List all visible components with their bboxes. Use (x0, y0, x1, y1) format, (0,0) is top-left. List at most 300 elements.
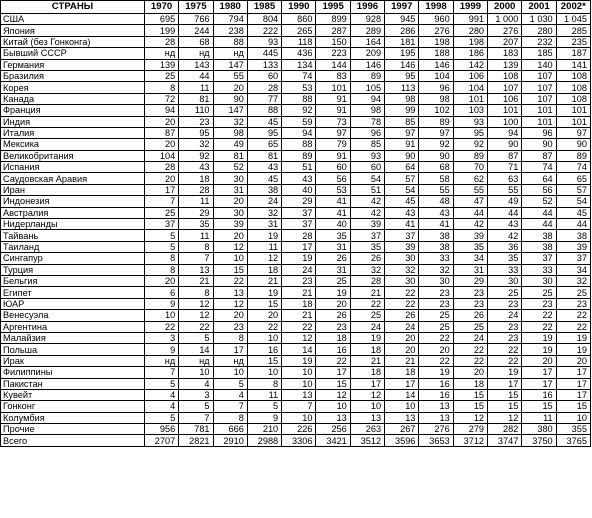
value-cell: 140 (522, 59, 556, 70)
value-cell: 24 (282, 264, 316, 275)
value-cell: 44 (488, 207, 522, 218)
value-cell: 199 (144, 25, 178, 36)
value-cell: 106 (488, 93, 522, 104)
table-row (1, 389, 591, 400)
value-cell: 52 (213, 162, 247, 173)
value-cell: 45 (247, 173, 281, 184)
value-cell: 68 (179, 36, 213, 47)
value-cell: 12 (213, 298, 247, 309)
country-cell: Сингапур (1, 253, 145, 264)
value-cell: 43 (488, 219, 522, 230)
value-cell: 445 (247, 48, 281, 59)
value-cell: 695 (144, 14, 178, 25)
value-cell: 33 (488, 264, 522, 275)
value-cell: 21 (350, 355, 384, 366)
value-cell: 17 (282, 241, 316, 252)
value-cell: 7 (144, 367, 178, 378)
value-cell: 8 (144, 264, 178, 275)
value-cell: 43 (247, 162, 281, 173)
value-cell: 28 (144, 162, 178, 173)
value-cell: 51 (282, 162, 316, 173)
value-cell: 60 (350, 162, 384, 173)
value-cell: 287 (316, 25, 350, 36)
value-cell: 3712 (453, 435, 487, 446)
value-cell: 104 (419, 70, 453, 81)
value-cell: 10 (282, 378, 316, 389)
value-cell: 22 (556, 310, 590, 321)
value-cell: 150 (316, 36, 350, 47)
value-cell: 3765 (556, 435, 590, 446)
value-cell: 18 (385, 367, 419, 378)
value-cell: 30 (385, 275, 419, 286)
country-cell: Таиланд (1, 241, 145, 252)
value-cell: 70 (453, 162, 487, 173)
value-cell: 113 (385, 82, 419, 93)
value-cell: 37 (282, 207, 316, 218)
value-cell: 956 (144, 424, 178, 435)
table-row (1, 25, 591, 36)
value-cell: 8 (144, 82, 178, 93)
value-cell: 19 (488, 367, 522, 378)
value-cell: 279 (453, 424, 487, 435)
table-row (1, 127, 591, 138)
value-cell: 74 (522, 162, 556, 173)
table-row (1, 36, 591, 47)
value-cell: 92 (419, 139, 453, 150)
value-cell: 22 (385, 287, 419, 298)
value-cell: 2910 (213, 435, 247, 446)
value-cell: 62 (453, 173, 487, 184)
value-cell: 92 (179, 150, 213, 161)
value-cell: 43 (282, 173, 316, 184)
value-cell: 21 (350, 287, 384, 298)
value-cell: 25 (419, 321, 453, 332)
value-cell: 10 (282, 367, 316, 378)
value-cell: 45 (385, 196, 419, 207)
table-row (1, 264, 591, 275)
value-cell: 43 (419, 207, 453, 218)
value-cell: 106 (453, 70, 487, 81)
value-cell: 17 (213, 344, 247, 355)
table-row (1, 196, 591, 207)
value-cell: 15 (453, 389, 487, 400)
value-cell: 20 (385, 344, 419, 355)
value-cell: 10 (316, 401, 350, 412)
value-cell: 147 (213, 59, 247, 70)
value-cell: 94 (488, 127, 522, 138)
value-cell: 9 (144, 298, 178, 309)
value-cell: 244 (179, 25, 213, 36)
value-cell: 95 (179, 127, 213, 138)
value-cell: 17 (522, 378, 556, 389)
header-cell-year: 1997 (385, 1, 419, 14)
value-cell: 25 (350, 310, 384, 321)
value-cell: 31 (453, 264, 487, 275)
value-cell: 22 (419, 332, 453, 343)
table-row (1, 367, 591, 378)
table-row (1, 424, 591, 435)
header-cell-year: 2001 (522, 1, 556, 14)
value-cell: 30 (488, 275, 522, 286)
value-cell: 12 (453, 412, 487, 423)
value-cell: 38 (419, 241, 453, 252)
value-cell: 3421 (316, 435, 350, 446)
value-cell: 90 (385, 150, 419, 161)
country-cell: Нидерланды (1, 219, 145, 230)
value-cell: 90 (213, 93, 247, 104)
value-cell: 10 (282, 412, 316, 423)
value-cell: 133 (247, 59, 281, 70)
value-cell: 88 (282, 93, 316, 104)
value-cell: 36 (488, 241, 522, 252)
value-cell: 11 (179, 230, 213, 241)
value-cell: 276 (419, 424, 453, 435)
value-cell: 8 (144, 253, 178, 264)
value-cell: 77 (247, 93, 281, 104)
value-cell: 5 (179, 332, 213, 343)
value-cell: 19 (556, 344, 590, 355)
value-cell: 95 (453, 127, 487, 138)
value-cell: 23 (282, 275, 316, 286)
value-cell: 98 (385, 93, 419, 104)
value-cell: 96 (350, 127, 384, 138)
country-cell: Бывший СССР (1, 48, 145, 59)
value-cell: 5 (144, 412, 178, 423)
value-cell: 7 (213, 401, 247, 412)
value-cell: 12 (247, 253, 281, 264)
value-cell: 32 (350, 264, 384, 275)
table-row (1, 150, 591, 161)
value-cell: 3512 (350, 435, 384, 446)
value-cell: 72 (144, 93, 178, 104)
value-cell: 17 (385, 378, 419, 389)
country-cell: Канада (1, 93, 145, 104)
value-cell: 94 (282, 127, 316, 138)
value-cell: 794 (213, 14, 247, 25)
value-cell: 22 (488, 344, 522, 355)
value-cell: 20 (522, 355, 556, 366)
header-cell-year: 1995 (316, 1, 350, 14)
value-cell: 37 (350, 230, 384, 241)
table-row (1, 173, 591, 184)
table-row (1, 230, 591, 241)
value-cell: 25 (488, 287, 522, 298)
country-cell: Франция (1, 105, 145, 116)
value-cell: 22 (556, 321, 590, 332)
value-cell: 74 (556, 162, 590, 173)
value-cell: 22 (247, 321, 281, 332)
country-cell: Иран (1, 184, 145, 195)
country-cell: Индонезия (1, 196, 145, 207)
value-cell: 39 (213, 219, 247, 230)
value-cell: 16 (247, 344, 281, 355)
country-cell: Прочие (1, 424, 145, 435)
value-cell: 10 (179, 367, 213, 378)
value-cell: 60 (316, 162, 350, 173)
country-cell: Венесуэла (1, 310, 145, 321)
value-cell: 13 (419, 401, 453, 412)
value-cell: 49 (488, 196, 522, 207)
value-cell: 436 (282, 48, 316, 59)
value-cell: 1 045 (556, 14, 590, 25)
table-row (1, 59, 591, 70)
value-cell: 35 (316, 230, 350, 241)
value-cell: 49 (213, 139, 247, 150)
value-cell: 57 (385, 173, 419, 184)
value-cell: 10 (213, 367, 247, 378)
value-cell: 33 (419, 253, 453, 264)
value-cell: 15 (247, 298, 281, 309)
value-cell: 32 (419, 264, 453, 275)
value-cell: 195 (385, 48, 419, 59)
country-cell: Испания (1, 162, 145, 173)
value-cell: 35 (350, 241, 384, 252)
value-cell: 29 (179, 207, 213, 218)
header-cell-year: 1985 (247, 1, 281, 14)
value-cell: 30 (385, 253, 419, 264)
value-cell: 222 (247, 25, 281, 36)
value-cell: 15 (247, 355, 281, 366)
value-cell: 263 (350, 424, 384, 435)
country-cell: Бразилия (1, 70, 145, 81)
value-cell: 85 (385, 116, 419, 127)
value-cell: 89 (556, 150, 590, 161)
value-cell: 35 (179, 219, 213, 230)
value-cell: 22 (213, 275, 247, 286)
value-cell: 146 (385, 59, 419, 70)
value-cell: 85 (350, 139, 384, 150)
table-row (1, 253, 591, 264)
value-cell: 42 (350, 196, 384, 207)
value-cell: 23 (488, 332, 522, 343)
value-cell: нд (179, 355, 213, 366)
value-cell: 28 (282, 230, 316, 241)
table-row (1, 298, 591, 309)
value-cell: 31 (316, 264, 350, 275)
value-cell: 91 (316, 93, 350, 104)
value-cell: 17 (316, 367, 350, 378)
value-cell: 44 (453, 207, 487, 218)
value-cell: 71 (488, 162, 522, 173)
value-cell: 54 (556, 196, 590, 207)
value-cell: 33 (522, 264, 556, 275)
value-cell: 14 (385, 389, 419, 400)
value-cell: 96 (419, 82, 453, 93)
value-cell: 23 (556, 298, 590, 309)
value-cell: 94 (144, 105, 178, 116)
value-cell: 32 (213, 116, 247, 127)
value-cell: 18 (316, 332, 350, 343)
value-cell: 18 (179, 173, 213, 184)
value-cell: 101 (556, 105, 590, 116)
value-cell: 19 (350, 332, 384, 343)
value-cell: 41 (316, 196, 350, 207)
value-cell: 16 (419, 378, 453, 389)
value-cell: 44 (179, 70, 213, 81)
value-cell: 11 (179, 196, 213, 207)
value-cell: 991 (453, 14, 487, 25)
value-cell: 235 (556, 36, 590, 47)
value-cell: 19 (282, 355, 316, 366)
value-cell: 55 (488, 184, 522, 195)
value-cell: 92 (453, 139, 487, 150)
value-cell: 276 (419, 25, 453, 36)
value-cell: 11 (247, 389, 281, 400)
value-cell: 55 (213, 70, 247, 81)
value-cell: 4 (179, 378, 213, 389)
country-cell: Германия (1, 59, 145, 70)
value-cell: 81 (213, 150, 247, 161)
value-cell: нд (144, 48, 178, 59)
value-cell: 25 (144, 207, 178, 218)
value-cell: 22 (419, 355, 453, 366)
value-cell: 1 000 (488, 14, 522, 25)
country-cell: ЮАР (1, 298, 145, 309)
value-cell: 32 (385, 264, 419, 275)
table-row (1, 207, 591, 218)
value-cell: 666 (213, 424, 247, 435)
value-cell: 42 (488, 230, 522, 241)
value-cell: 8 (213, 332, 247, 343)
value-cell: 20 (316, 298, 350, 309)
value-cell: 96 (522, 127, 556, 138)
value-cell: нд (213, 355, 247, 366)
value-cell: 43 (385, 207, 419, 218)
value-cell: 23 (488, 321, 522, 332)
value-cell: 17 (144, 184, 178, 195)
value-cell: 57 (556, 184, 590, 195)
country-cell: США (1, 14, 145, 25)
value-cell: 101 (522, 105, 556, 116)
value-cell: 15 (522, 401, 556, 412)
value-cell: 3747 (488, 435, 522, 446)
value-cell: 47 (453, 196, 487, 207)
value-cell: 6 (144, 287, 178, 298)
value-cell: 15 (488, 401, 522, 412)
value-cell: 59 (282, 116, 316, 127)
value-cell: 8 (179, 287, 213, 298)
value-cell: 26 (385, 310, 419, 321)
value-cell: 22 (179, 321, 213, 332)
value-cell: 95 (385, 70, 419, 81)
value-cell: 899 (316, 14, 350, 25)
header-cell-year: 1998 (419, 1, 453, 14)
value-cell: 19 (419, 367, 453, 378)
value-cell: 95 (247, 127, 281, 138)
country-cell: Польша (1, 344, 145, 355)
value-cell: 142 (453, 59, 487, 70)
value-cell: 187 (556, 48, 590, 59)
value-cell: 9 (144, 344, 178, 355)
value-cell: 13 (179, 264, 213, 275)
value-cell: 5 (144, 241, 178, 252)
value-cell: 10 (385, 401, 419, 412)
value-cell: 10 (556, 412, 590, 423)
value-cell: 104 (453, 82, 487, 93)
value-cell: 25 (316, 275, 350, 286)
value-cell: 60 (247, 70, 281, 81)
value-cell: 17 (488, 378, 522, 389)
value-cell: 183 (488, 48, 522, 59)
value-cell: 89 (453, 150, 487, 161)
value-cell: 98 (419, 93, 453, 104)
country-cell: Мексика (1, 139, 145, 150)
value-cell: 42 (350, 207, 384, 218)
value-cell: 17 (556, 367, 590, 378)
value-cell: 26 (453, 310, 487, 321)
value-cell: 10 (247, 367, 281, 378)
value-cell: 91 (385, 139, 419, 150)
value-cell: 21 (385, 355, 419, 366)
value-cell: 15 (556, 401, 590, 412)
table-row (1, 70, 591, 81)
value-cell: 64 (522, 173, 556, 184)
value-cell: 139 (144, 59, 178, 70)
value-cell: 30 (419, 275, 453, 286)
value-cell: 20 (247, 310, 281, 321)
value-cell: 108 (556, 93, 590, 104)
table-row (1, 93, 591, 104)
value-cell: 17 (522, 367, 556, 378)
value-cell: 81 (179, 93, 213, 104)
value-cell: 22 (350, 298, 384, 309)
value-cell: 16 (419, 389, 453, 400)
value-cell: 12 (179, 310, 213, 321)
table-row (1, 435, 591, 446)
value-cell: 44 (522, 207, 556, 218)
value-cell: 5 (179, 401, 213, 412)
value-cell: 38 (419, 230, 453, 241)
value-cell: 19 (522, 344, 556, 355)
value-cell: 20 (453, 367, 487, 378)
value-cell: 17 (350, 378, 384, 389)
value-cell: 185 (522, 48, 556, 59)
country-cell: Австралия (1, 207, 145, 218)
header-cell-year: 2000 (488, 1, 522, 14)
table-row (1, 412, 591, 423)
value-cell: 11 (522, 412, 556, 423)
value-cell: 8 (247, 378, 281, 389)
value-cell: 28 (247, 82, 281, 93)
value-cell: 20 (556, 355, 590, 366)
value-cell: 43 (179, 162, 213, 173)
header-cell-year: 2002* (556, 1, 590, 14)
value-cell: 9 (247, 412, 281, 423)
value-cell: 21 (282, 287, 316, 298)
value-cell: 103 (453, 105, 487, 116)
value-cell: 101 (488, 105, 522, 116)
value-cell: 39 (556, 241, 590, 252)
value-cell: 12 (350, 389, 384, 400)
value-cell: 13 (419, 412, 453, 423)
value-cell: 44 (522, 219, 556, 230)
value-cell: 29 (282, 196, 316, 207)
value-cell: 91 (316, 150, 350, 161)
value-cell: 18 (282, 298, 316, 309)
value-cell: 23 (316, 321, 350, 332)
value-cell: 945 (385, 14, 419, 25)
value-cell: 21 (247, 275, 281, 286)
value-cell: 24 (350, 321, 384, 332)
country-cell: Италия (1, 127, 145, 138)
value-cell: 94 (350, 93, 384, 104)
value-cell: 40 (316, 219, 350, 230)
country-cell: Великобритания (1, 150, 145, 161)
value-cell: нд (144, 355, 178, 366)
value-cell: 28 (350, 275, 384, 286)
value-cell: 93 (350, 150, 384, 161)
table-row (1, 321, 591, 332)
